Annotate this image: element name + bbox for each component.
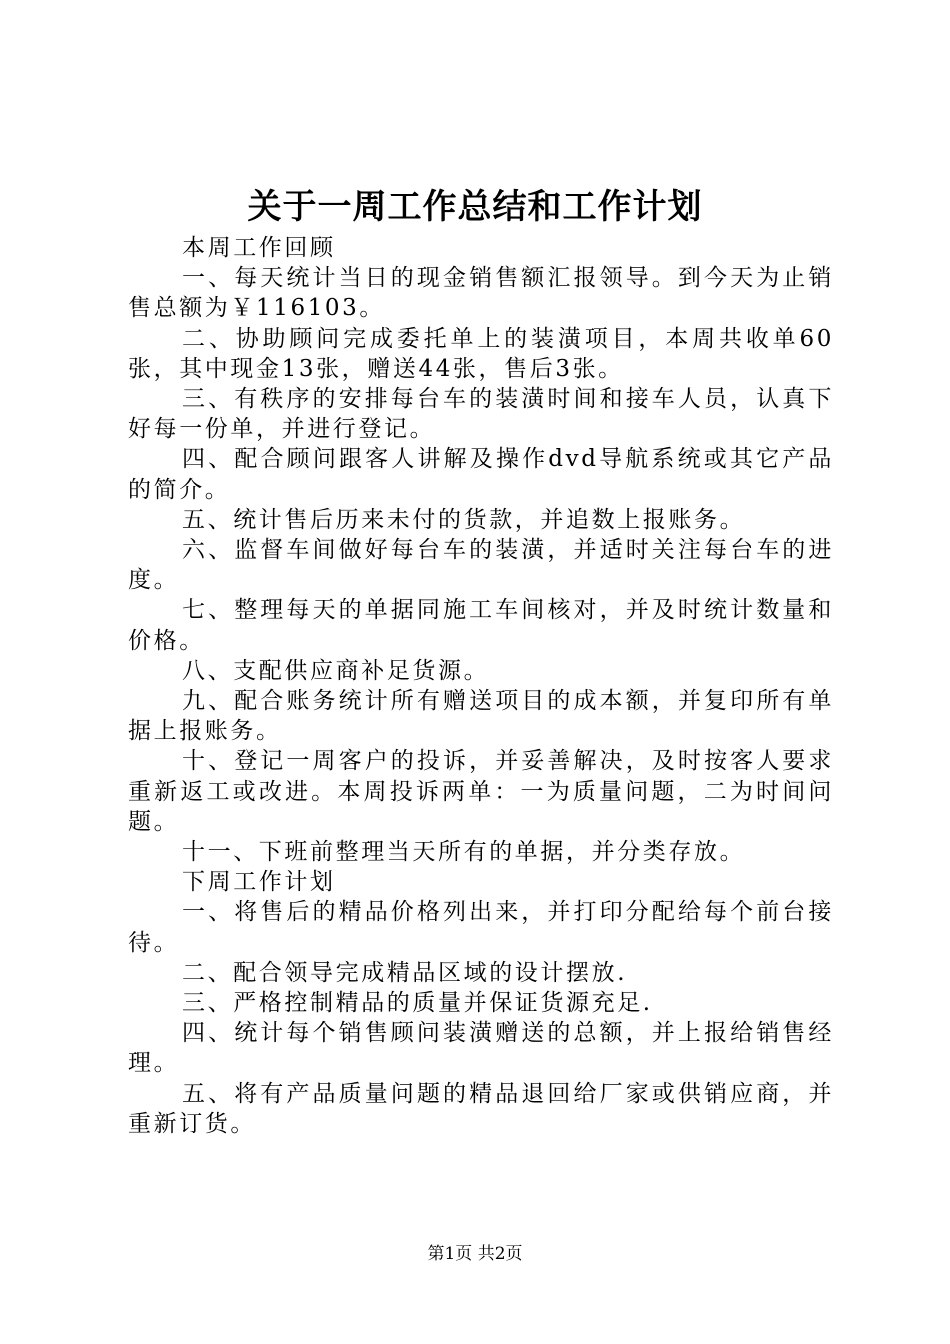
paragraph: 七、整理每天的单据同施工车间核对，并及时统计数量和价格。 <box>128 597 834 654</box>
paragraph: 六、监督车间做好每台车的装潢，并适时关注每台车的进度。 <box>128 537 834 594</box>
paragraph: 四、统计每个销售顾问装潢赠送的总额，并上报给销售经理。 <box>128 1020 834 1077</box>
paragraph: 一、将售后的精品价格列出来，并打印分配给每个前台接待。 <box>128 899 834 956</box>
paragraph: 二、协助顾问完成委托单上的装潢项目，本周共收单60张，其中现金13张，赠送44张，售后3张。 <box>128 325 834 382</box>
paragraph: 四、配合顾问跟客人讲解及操作dvd导航系统或其它产品的简介。 <box>128 446 834 503</box>
paragraph: 三、有秩序的安排每台车的装潢时间和接车人员，认真下好每一份单，并进行登记。 <box>128 386 834 443</box>
paragraph: 十一、下班前整理当天所有的单据，并分类存放。 <box>182 839 746 866</box>
paragraph: 三、严格控制精品的质量并保证货源充足. <box>182 990 653 1017</box>
section-heading-review: 本周工作回顾 <box>182 235 336 261</box>
document-body <box>128 233 834 1139</box>
section-heading-plan: 下周工作计划 <box>182 869 336 896</box>
paragraph: 十、登记一周客户的投诉，并妥善解决，及时按客人要求重新返工或改进。本周投诉两单：一为质量问题，二为时间问题。 <box>128 748 834 835</box>
page-number-footer: 第1页 共2页 <box>427 1244 523 1264</box>
paragraph: 九、配合账务统计所有赠送项目的成本额，并复印所有单据上报账务。 <box>128 688 834 745</box>
paragraph: 五、将有产品质量问题的精品退回给厂家或供销应商，并重新订货。 <box>128 1080 834 1137</box>
document-title: 关于一周工作总结和工作计划 <box>247 187 703 227</box>
paragraph: 一、每天统计当日的现金销售额汇报领导。到今天为止销售总额为￥116103。 <box>128 265 834 322</box>
paragraph: 二、配合领导完成精品区域的设计摆放. <box>182 959 628 986</box>
paragraph: 五、统计售后历来未付的货款，并追数上报账务。 <box>182 506 746 533</box>
paragraph: 八、支配供应商补足货源。 <box>182 657 490 684</box>
